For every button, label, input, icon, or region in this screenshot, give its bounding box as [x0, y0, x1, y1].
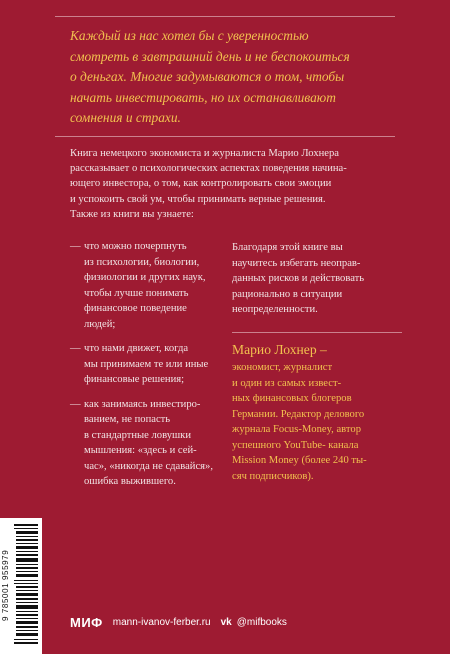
top-divider: [55, 16, 395, 17]
author-bio-line: ных финансовых блогеров: [232, 393, 352, 404]
benefit-line: Благодаря этой книге вы: [232, 242, 343, 253]
intro-line: рассказывает о психологических аспектах поведения начина-: [70, 163, 347, 175]
bullet-line: ванием, не попасть: [84, 414, 171, 425]
bullet-item: [70, 239, 220, 332]
bullet-line: что можно почерпнуть: [84, 241, 187, 252]
intro-paragraph: [70, 146, 410, 222]
bullet-line: что нами движет, когда: [84, 343, 189, 354]
bullet-line: финансовые решения;: [84, 374, 185, 385]
intro-line: и успокоить свой ум, чтобы принимать верные решения.: [70, 193, 326, 205]
author-bio-line: и один из самых извест-: [232, 377, 342, 389]
intro-line: Также из книги вы узнаете:: [70, 208, 194, 220]
author-bio-line: экономист, журналист: [232, 362, 333, 373]
author-bio: [232, 360, 410, 484]
intro-line: Книга немецкого экономиста и журналиста Марио Лохнера: [70, 148, 339, 159]
bullet-line: финансовое поведение: [84, 303, 187, 314]
quote-line: начать инвестировать, но их останавливают: [70, 89, 336, 105]
intro-line: ющего инвестора, о том, как контролировать свои эмоции: [70, 178, 332, 190]
benefit-line: рационально в ситуации: [232, 288, 343, 300]
bullet-line: час», «никогда не сдавайся»,: [84, 460, 213, 472]
quote-line: смотреть в завтрашний день и не беспокоиться: [70, 48, 350, 64]
bullet-line: мышления: «здесь и сей-: [84, 445, 197, 456]
bullet-item: [70, 341, 220, 388]
bullet-line: ошибка выжившего.: [84, 476, 176, 487]
benefit-paragraph: [232, 240, 402, 318]
author-bio-line: Mission Money (более 240 ты-: [232, 455, 367, 466]
bullet-line: как занимаясь инвестиро-: [84, 398, 201, 410]
social-handle-link[interactable]: @mifbooks: [236, 616, 287, 628]
publisher-footer: [70, 613, 287, 631]
bullet-list: [70, 239, 220, 499]
publisher-logo: МИФ: [70, 614, 103, 630]
bullet-line: мы принимаем те или иные: [84, 358, 209, 370]
author-bio-line: журнала Focus-Money, автор: [232, 424, 361, 435]
benefit-line: научитесь избегать неоправ-: [232, 257, 361, 269]
bullet-line: в стандартные ловушки: [84, 429, 191, 441]
bullet-item: [70, 397, 220, 490]
bullet-line: из психологии, биологии,: [84, 256, 200, 268]
bullet-dash: —: [70, 241, 81, 252]
vk-icon: vk: [220, 616, 232, 628]
isbn-number: 9 785001 955979: [1, 549, 10, 621]
bullet-line: людей;: [84, 318, 116, 330]
benefit-line: данных рисков и действовать: [232, 273, 365, 284]
quote-line: Каждый из нас хотел бы с уверенностью: [70, 28, 309, 43]
quote-line: о деньгах. Многие задумываются о том, чтобы: [70, 69, 345, 84]
author-bio-line: успешного YouTube- канала: [232, 439, 359, 451]
publisher-website-link[interactable]: mann-ivanov-ferber.ru: [112, 616, 211, 628]
author-bio-line: сяч подписчиков).: [232, 470, 314, 482]
author-bio-line: Германии. Редактор делового: [232, 408, 365, 420]
bullet-line: физиологии и других наук,: [84, 272, 206, 283]
pull-quote: [70, 26, 400, 129]
bullet-dash: —: [70, 398, 81, 410]
quote-line: сомнения и страхи.: [70, 110, 181, 125]
bullet-line: чтобы лучше понимать: [84, 287, 189, 299]
author-name: Марио Лохнер –: [232, 342, 327, 357]
author-divider: [232, 332, 402, 333]
bullet-dash: —: [70, 343, 81, 354]
quote-divider: [55, 136, 395, 137]
benefit-line: неопределенности.: [232, 304, 318, 315]
